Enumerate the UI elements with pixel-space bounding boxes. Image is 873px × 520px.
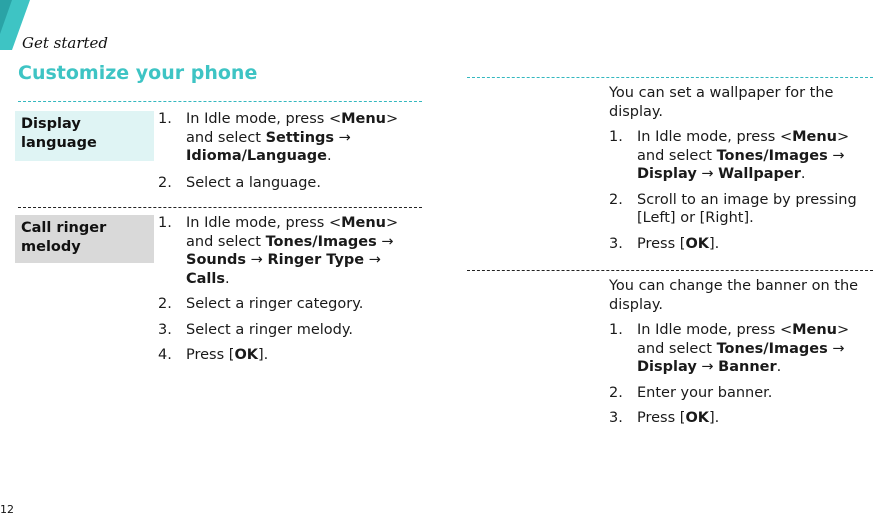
list-item: 2. Select a language. <box>158 174 321 191</box>
list-item: 1. In Idle mode, press <Menu> and select Tones/Images → Display → Wallpaper. <box>609 129 850 182</box>
list-item: 3. Select a ringer melody. <box>158 321 353 338</box>
call-ringer-steps <box>158 214 418 365</box>
list-item: 2. Select a ringer category. <box>158 296 364 312</box>
display-language-label: Display language <box>15 111 154 161</box>
list-item: 1. In Idle mode, press <Menu> and select Settings → Idioma/Language. <box>158 111 399 164</box>
list-item: 4. Press [OK]. <box>158 347 269 363</box>
banner-intro: You can change the banner on the display. <box>609 278 859 313</box>
divider <box>18 101 422 102</box>
page-title: Customize your phone <box>18 62 258 84</box>
list-item: 1. In Idle mode, press <Menu> and select Tones/Images → Display → Banner. <box>609 322 850 375</box>
section-header: Get started <box>22 34 109 52</box>
list-item: 1. In Idle mode, press <Menu> and select Tones/Images → Sounds → Ringer Type → Calls. <box>158 215 399 287</box>
divider <box>467 270 873 271</box>
list-item: 3. Press [OK]. <box>609 410 720 426</box>
list-item: 2. Enter your banner. <box>609 384 773 401</box>
list-item: 2. Scroll to an image by pressing [Left] or [Right]. <box>609 191 857 226</box>
wallpaper-steps <box>609 128 869 253</box>
banner-steps <box>609 321 869 428</box>
divider <box>18 207 422 208</box>
display-language-steps <box>158 110 418 192</box>
divider <box>467 77 873 78</box>
call-ringer-melody-label: Call ringer melody <box>15 215 154 263</box>
page-number: 12 <box>0 503 14 516</box>
list-item: 3. Press [OK]. <box>609 235 720 252</box>
wallpaper-intro: You can set a wallpaper for the display. <box>609 85 834 120</box>
